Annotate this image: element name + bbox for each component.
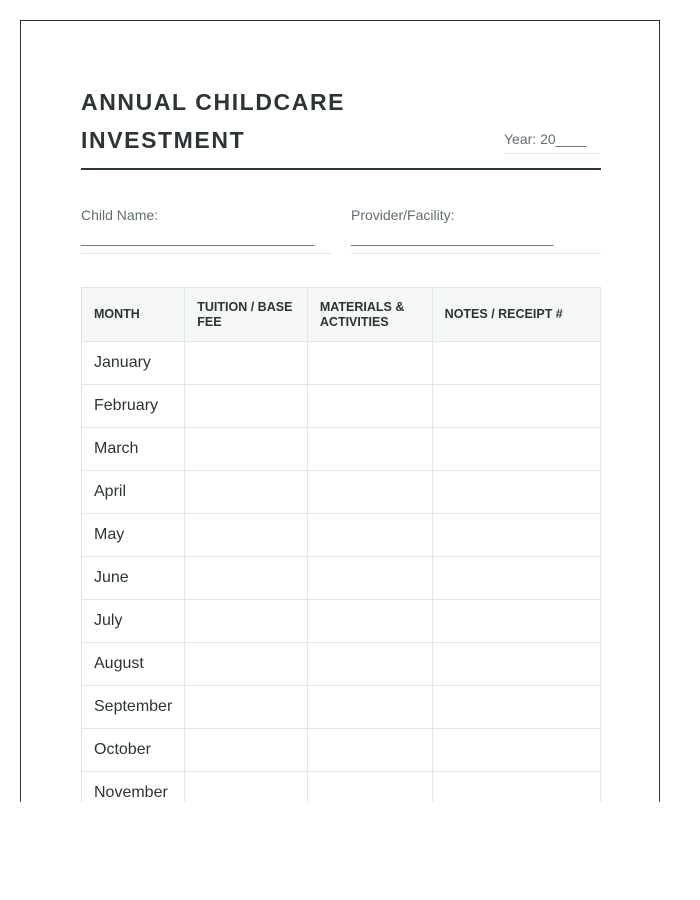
materials-cell[interactable] [307,600,432,643]
month-cell: July [82,600,185,643]
materials-cell[interactable] [307,514,432,557]
notes-cell[interactable] [432,643,600,686]
notes-cell[interactable] [432,729,600,772]
month-cell: March [82,428,185,471]
tuition-cell[interactable] [185,772,308,803]
materials-cell[interactable] [307,643,432,686]
month-cell: May [82,514,185,557]
table-row [82,342,601,385]
notes-cell[interactable] [432,514,600,557]
child-name-label: Child Name: [81,207,159,223]
month-cell: June [82,557,185,600]
header-month: MONTH [82,288,185,342]
materials-cell[interactable] [307,686,432,729]
tuition-cell[interactable] [185,557,308,600]
month-cell: October [82,729,185,772]
month-cell: April [82,471,185,514]
header-tuition: TUITION / BASE FEE [185,288,308,342]
tuition-cell[interactable] [185,600,308,643]
table-row [82,686,601,729]
notes-cell[interactable] [432,471,600,514]
materials-cell[interactable] [307,729,432,772]
notes-cell[interactable] [432,686,600,729]
month-cell: August [82,643,185,686]
materials-cell[interactable] [307,557,432,600]
header-notes: NOTES / RECEIPT # [432,288,600,342]
year-field[interactable]: Year: 20____ [504,131,600,154]
table-row [82,600,601,643]
tuition-cell[interactable] [185,385,308,428]
table-row [82,514,601,557]
tuition-cell[interactable] [185,471,308,514]
month-cell: September [82,686,185,729]
table-row [82,643,601,686]
child-name-field[interactable] [81,207,331,254]
tuition-cell[interactable] [185,342,308,385]
materials-cell[interactable] [307,772,432,803]
tuition-cell[interactable] [185,686,308,729]
materials-cell[interactable] [307,385,432,428]
month-cell: November [82,772,185,803]
header-materials: MATERIALS & ACTIVITIES [307,288,432,342]
provider-field[interactable] [351,207,601,254]
document-title: ANNUAL CHILDCARE INVESTMENT [81,89,346,153]
notes-cell[interactable] [432,428,600,471]
materials-cell[interactable] [307,428,432,471]
table-row [82,471,601,514]
materials-cell[interactable] [307,471,432,514]
table-row [82,729,601,772]
table-row [82,428,601,471]
expense-table [81,287,601,802]
notes-cell[interactable] [432,342,600,385]
provider-label: Provider/Facility: [351,207,455,223]
document-page [20,20,660,802]
tuition-cell[interactable] [185,514,308,557]
materials-cell[interactable] [307,342,432,385]
table-row [82,385,601,428]
table-row [82,557,601,600]
tuition-cell[interactable] [185,729,308,772]
notes-cell[interactable] [432,557,600,600]
title-divider [81,168,601,170]
tuition-cell[interactable] [185,643,308,686]
provider-blank[interactable]: __________________________ [351,230,554,246]
notes-cell[interactable] [432,772,600,803]
notes-cell[interactable] [432,600,600,643]
child-name-blank[interactable]: ______________________________ [81,230,315,246]
month-cell: January [82,342,185,385]
notes-cell[interactable] [432,385,600,428]
tuition-cell[interactable] [185,428,308,471]
table-header-row [82,288,601,342]
month-cell: February [82,385,185,428]
table-row [82,772,601,803]
